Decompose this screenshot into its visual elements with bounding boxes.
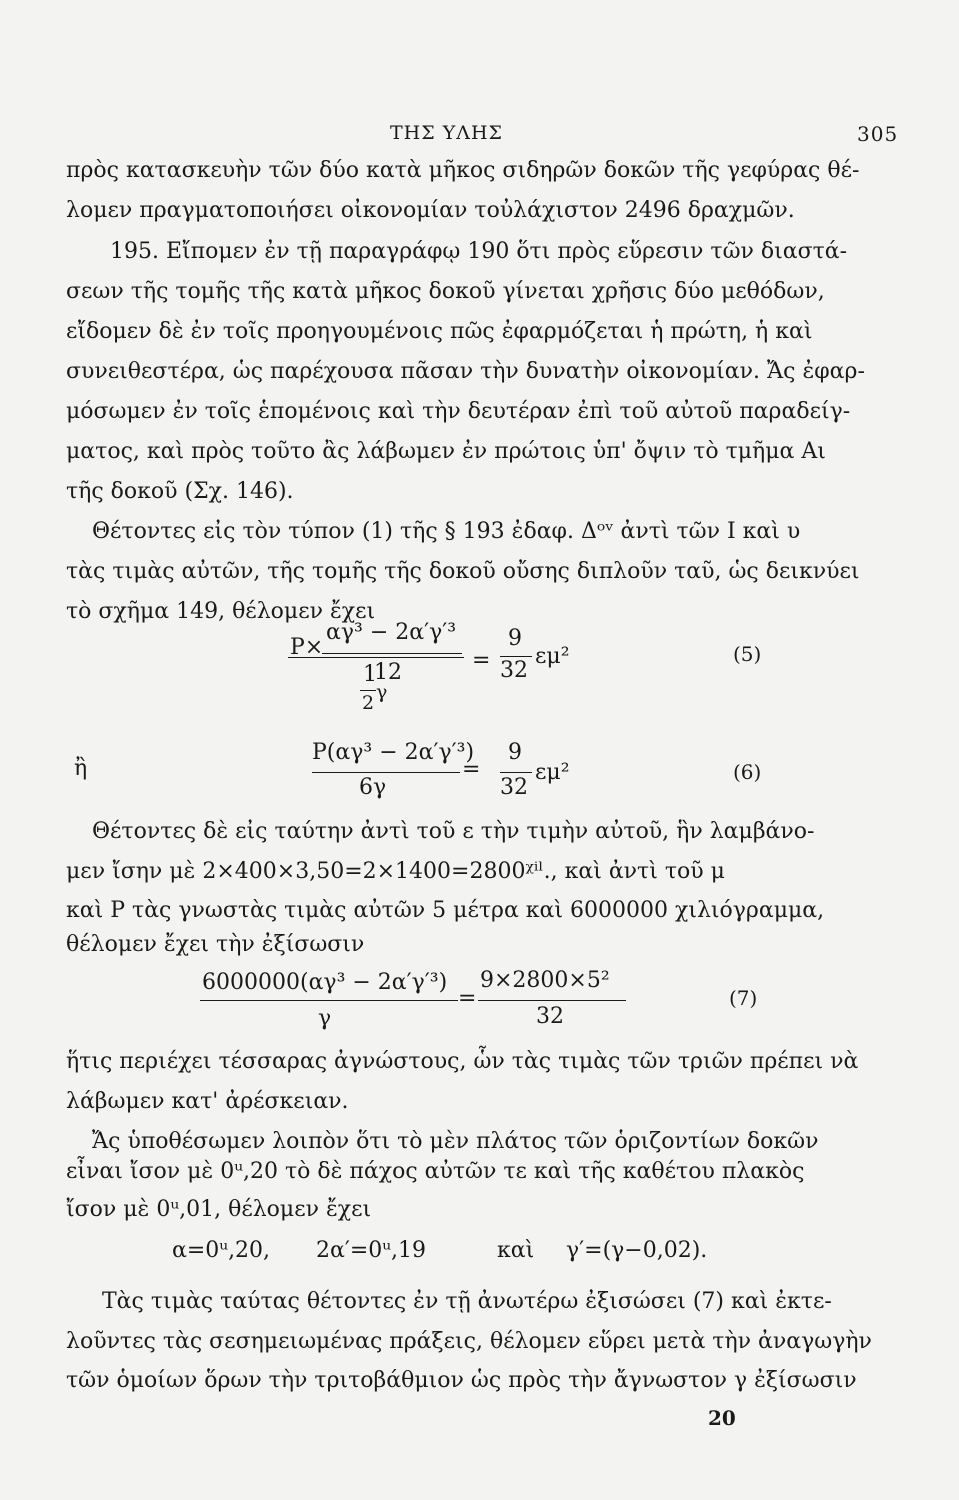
- running-title: ΤΗΣ ΥΛΗΣ: [390, 122, 503, 144]
- eq7-rhs-denominator: 32: [536, 1004, 564, 1029]
- eq5-p-times: P×: [290, 635, 324, 660]
- eq6-denominator: 6γ: [359, 775, 387, 800]
- text-line: λομεν πραγματοποιήσει οἰκονομίαν τοὐλάχιστον 2496 δραχμῶν.: [66, 198, 795, 223]
- eq5-inner-denominator: 12: [374, 660, 402, 685]
- signature-mark: 20: [708, 1406, 736, 1430]
- text-line: τῶν ὁμοίων ὅρων τὴν τριτοβάθμιον ὡς πρὸς τὴν ἄγνωστον γ ἐξίσωσιν: [66, 1368, 857, 1393]
- eq8-conjunction: καὶ: [497, 1238, 535, 1263]
- eq6-rhs-fraction-bar: [500, 772, 532, 773]
- text-line: σεων τῆς τομῆς τῆς κατὰ μῆκος δοκοῦ γίνεται χρῆσις δύο μεθόδων,: [66, 279, 825, 304]
- eq5-den-denominator: 2: [362, 692, 375, 714]
- eq6-rhs-numerator: 9: [508, 740, 522, 765]
- eq8-two-alpha: 2α′=0ᵘ,19: [316, 1238, 427, 1263]
- eq8-alpha: α=0ᵘ,20,: [172, 1238, 271, 1263]
- text-line: ἥτις περιέχει τέσσαρας ἀγνώστους, ὧν τὰς τιμὰς τῶν τριῶν πρέπει νὰ: [66, 1049, 859, 1074]
- eq5-rhs-denominator: 32: [500, 658, 528, 683]
- eq6-label: (6): [733, 760, 762, 784]
- text-line: Ἄς ὑποθέσωμεν λοιπὸν ὅτι τὸ μὲν πλάτος τῶν ὁριζοντίων δοκῶν: [92, 1129, 819, 1154]
- text-line: λοῦντες τὰς σεσημειωμένας πράξεις, θέλομεν εὕρει μετὰ τὴν ἀναγωγὴν: [66, 1329, 872, 1354]
- eq7-label: (7): [729, 986, 758, 1010]
- text-line: ἴσον μὲ 0ᵘ,01, θέλομεν ἔχει: [66, 1197, 372, 1222]
- eq5-rhs-numerator: 9: [508, 626, 522, 651]
- eq7-fraction-bar: [200, 1000, 458, 1001]
- eq6-fraction-bar: [312, 772, 460, 773]
- eq6-numerator: P(αγ³ − 2α′γ′³): [312, 740, 475, 765]
- text-line: εἶναι ἴσον μὲ 0ᵘ,20 τὸ δὲ πάχος αὐτῶν τε καὶ τῆς καθέτου πλακὸς: [66, 1159, 805, 1184]
- text-line: τὰς τιμὰς αὐτῶν, τῆς τομῆς τῆς δοκοῦ οὔσης διπλοῦν ταῦ, ὡς δεικνύει: [66, 559, 860, 584]
- text-line: τὸ σχῆμα 149, θέλομεν ἔχει: [66, 599, 376, 624]
- text-line: θέλομεν ἔχει τὴν ἐξίσωσιν: [66, 932, 365, 957]
- eq5-main-fraction-bar: [288, 657, 464, 658]
- text-line: συνειθεστέρα, ὡς παρέχουσα πᾶσαν τὴν δυνατὴν οἰκονομίαν. Ἄς ἐφαρ-: [66, 359, 865, 384]
- text-line: λάβωμεν κατ' ἀρέσκειαν.: [66, 1089, 349, 1114]
- text-line: Θέτοντες δὲ εἰς ταύτην ἀντὶ τοῦ ε τὴν τιμὴν αὐτοῦ, ἣν λαμβάνο-: [92, 819, 815, 844]
- eq5-inner-fraction-bar: [322, 653, 462, 654]
- text-line: μόσωμεν ἐν τοῖς ἑπομένοις καὶ τὴν δευτέραν ἐπὶ τοῦ αὐτοῦ παραδείγ-: [66, 399, 851, 424]
- text-line: ματος, καὶ πρὸς τοῦτο ἂς λάβωμεν ἐν πρώτοις ὑπ' ὄψιν τὸ τμῆμα Αι: [66, 439, 826, 464]
- eq5-den-numerator: 1: [363, 662, 377, 687]
- eq8-gamma: γ′=(γ−0,02).: [566, 1238, 708, 1263]
- eq5-label: (5): [733, 642, 762, 666]
- page-number: 305: [857, 122, 899, 146]
- text-line: μεν ἴσην μὲ 2×400×3,50=2×1400=2800ᵡⁱˡ., καὶ ἀντὶ τοῦ μ: [66, 859, 725, 884]
- eq7-denominator: γ: [318, 1006, 332, 1031]
- eq5-inner-numerator: αγ³ − 2α′γ′³: [326, 620, 457, 645]
- eq7-numerator: 6000000(αγ³ − 2α′γ′³): [202, 970, 448, 995]
- eq5-den-variable: γ: [376, 681, 388, 703]
- eq6-equals: =: [462, 757, 481, 782]
- eq7-rhs-fraction-bar: [478, 1000, 626, 1001]
- text-line: καὶ P τὰς γνωστὰς τιμὰς αὐτῶν 5 μέτρα καὶ 6000000 χιλιόγραμμα,: [66, 898, 825, 923]
- text-line: εἴδομεν δὲ ἐν τοῖς προηγουμένοις πῶς ἐφαρμόζεται ἡ πρώτη, ἡ καὶ: [66, 319, 813, 344]
- eq5-equals: =: [472, 648, 491, 673]
- eq5-den-fraction-bar: [360, 690, 376, 691]
- eq6-prefix: ἢ: [74, 756, 88, 781]
- eq5-rhs-variable: εμ²: [535, 644, 570, 669]
- eq6-rhs-denominator: 32: [500, 775, 528, 800]
- eq7-equals: =: [458, 986, 477, 1011]
- text-line: Θέτοντες εἰς τὸν τύπον (1) τῆς § 193 ἐδαφ. Δᵒᵛ ἀντὶ τῶν I καὶ υ: [92, 519, 801, 544]
- text-line: 195. Εἴπομεν ἐν τῇ παραγράφῳ 190 ὅτι πρὸς εὕρεσιν τῶν διαστά-: [110, 239, 848, 264]
- eq5-rhs-fraction-bar: [500, 656, 532, 657]
- text-line: τῆς δοκοῦ (Σχ. 146).: [66, 479, 294, 504]
- text-line: Τὰς τιμὰς ταύτας θέτοντες ἐν τῇ ἀνωτέρω ἐξισώσει (7) καὶ ἐκτε-: [102, 1289, 832, 1314]
- eq6-rhs-variable: εμ²: [535, 760, 570, 785]
- text-line: πρὸς κατασκευὴν τῶν δύο κατὰ μῆκος σιδηρῶν δοκῶν τῆς γεφύρας θέ-: [66, 158, 860, 183]
- eq7-rhs-numerator: 9×2800×5²: [480, 968, 610, 993]
